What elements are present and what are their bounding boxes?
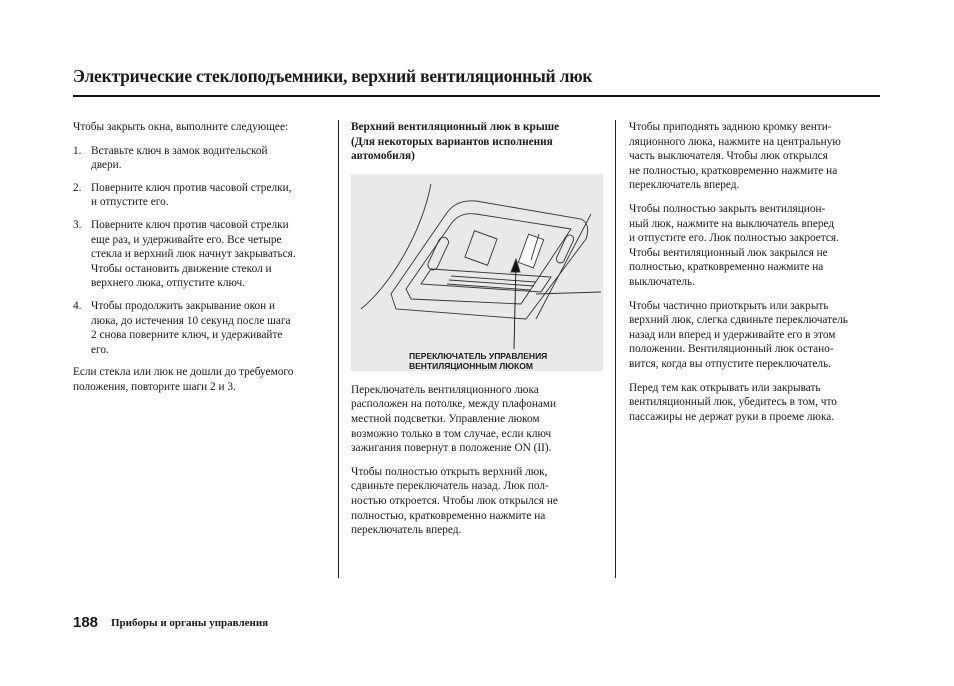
title-rule (73, 95, 880, 97)
page-number: 188 (73, 614, 99, 631)
column-2 (351, 120, 607, 547)
step-item (73, 218, 333, 291)
paragraph: Чтобы полностью открыть верхний люк, сдвиньте переключатель назад. Люк пол- ностью откроется. Чтобы люк открылся не полностью, кратковременно нажмите на переключатель вперед. (351, 465, 558, 537)
column-3 (629, 120, 889, 433)
step-number: 1. (73, 144, 82, 157)
paragraph: Чтобы приподнять заднюю кромку венти- ляционного люка, нажмите на центральную часть выключателя. Чтобы люк открылся не полностью, кратковременно нажмите на переключатель вперед. (629, 121, 841, 192)
step-text: Поверните ключ против часовой стрелки еще раз, и удерживайте его. Все четыре стекла и верхний люк начнут закрываться. Чтобы остановить движение стекол и верхнего люка, отпустите ключ. (91, 218, 296, 290)
paragraph: Чтобы частично приоткрыть или закрыть верхний люк, слегка сдвиньте переключатель назад или вперед и удерживайте его в этом положении. Вентиляционный люк остано- вится, когда вы отпустите переключатель. (629, 299, 848, 370)
step-text: Поверните ключ против часовой стрелки, и отпустите его. (91, 181, 292, 209)
column-divider (615, 120, 616, 578)
page-title: Электрические стеклоподъемники, верхний вентиляционный люк (73, 66, 593, 86)
column-1 (73, 120, 333, 404)
paragraph: Чтобы полностью закрыть вентиляцион- ный люк, нажмите на выключатель вперед и отпустите его. Люк полностью закроется. Чтобы вентиляционный люк закрылся не полностью, кратковременно нажмите на выключатель. (629, 202, 839, 288)
step-number: 2. (73, 181, 82, 194)
outro-text: Если стекла или люк не дошли до требуемого положения, повторите шаги 2 и 3. (73, 366, 294, 393)
section-subtitle: Верхний вентиляционный люк в крыше (Для некоторых вариантов исполнения автомобиля) (351, 121, 560, 163)
step-item (73, 181, 333, 210)
paragraph: Перед тем как открывать или закрывать вентиляционный люк, убедитесь в том, что пассажиры не держат руки в проеме люка. (629, 381, 837, 423)
step-item (73, 299, 333, 357)
step-number: 3. (73, 218, 82, 231)
column-divider (338, 120, 339, 578)
intro-text: Чтобы закрыть окна, выполните следующее: (73, 121, 289, 133)
step-text: Вставьте ключ в замок водительской двери. (91, 144, 268, 172)
footer-section-title: Приборы и органы управления (111, 617, 269, 629)
figure-caption: ПЕРЕКЛЮЧАТЕЛЬ УПРАВЛЕНИЯ ВЕНТИЛЯЦИОННЫМ ЛЮКОМ (409, 350, 548, 372)
paragraph: Переключатель вентиляционного люка расположен на потолке, между плафонами местной подсветки. Управление люком возможно только в том случае, если ключ зажигания повернут в положение ON (II). (351, 383, 557, 455)
step-item (73, 144, 333, 173)
sunroof-switch-illustration (351, 174, 603, 371)
step-text: Чтобы продолжить закрывание окон и люка, до истечения 10 секунд после шага 2 снова поверните ключ, и удерживайте его. (91, 299, 291, 356)
step-number: 4. (73, 299, 82, 312)
